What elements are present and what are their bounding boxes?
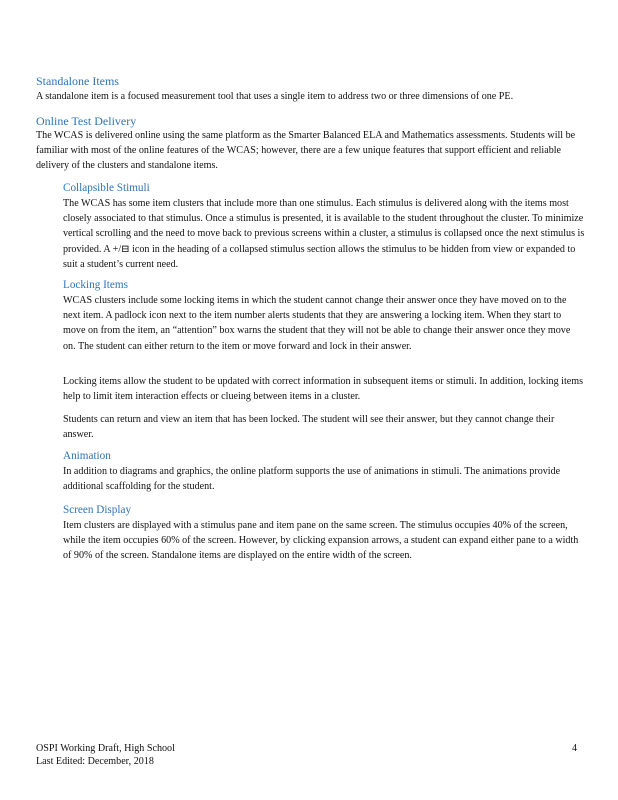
paragraph-standalone-items: A standalone item is a focused measurement tool that uses a single item to address two or three dimensions of one PE. xyxy=(36,91,514,102)
page-number: 4 xyxy=(572,743,578,754)
paragraph-online-test-delivery: The WCAS is delivered online using the same platform as the Smarter Balanced ELA and Mathematics assessments. Students will be familiar with most of the online features of the WCAS; however, there are a few unique features that support efficient and reliable delivery of the clusters and standalone items. xyxy=(36,130,576,172)
paragraph-animation: In addition to diagrams and graphics, the online platform supports the use of animations in stimuli. The animations provide additional scaffolding for the student. xyxy=(63,466,561,493)
page-footer xyxy=(36,743,175,768)
heading-online-test-delivery: Online Test Delivery xyxy=(36,114,137,128)
paragraph-screen-display: Item clusters are displayed with a stimulus pane and item pane on the same screen. The stimulus occupies 40% of the screen, while the item occupies 60% of the screen. However, by clicking expansion arrows, a student can expand either pane to a width of 90% of the screen. Standalone items are displayed on the entire width of the screen. xyxy=(63,520,579,562)
heading-screen-display: Screen Display xyxy=(63,504,132,516)
heading-locking-items: Locking Items xyxy=(63,279,128,291)
paragraph-locking-items-1: WCAS clusters include some locking items in which the student cannot change their answer once they have moved on to the next item. A padlock icon next to the item number alerts students that they are answering a locking item. When they start to move on from the item, an “attention” box warns the student that they will not be able to change their answer once they move on. The student can either return to the item or move forward and lock in their answer. xyxy=(63,295,571,352)
heading-standalone-items: Standalone Items xyxy=(36,74,119,88)
heading-animation: Animation xyxy=(63,450,111,462)
paragraph-collapsible-stimuli: The WCAS has some item clusters that include more than one stimulus. Each stimulus is delivered along with the items most closely associated to that stimulus. Once a stimulus is presented, it is available to the student throughout the cluster. To minimize vertical scrolling and the need to move back to previous screens within a cluster, a stimulus is collapsed once the next stimulus is provided. A +/⊟ icon in the heading of a collapsed stimulus section allows the stimulus to be hidden from view or expanded to suit a student’s current need. xyxy=(63,198,585,270)
paragraph-locking-items-3: Students can return and view an item that has been locked. The student will see their answer, but they cannot change their answer. xyxy=(63,414,555,441)
footer-edited-line: Last Edited: December, 2018 xyxy=(36,755,154,767)
paragraph-locking-items-2: Locking items allow the student to be updated with correct information in subsequent items or stimuli. In addition, locking items help to limit item interaction effects or clueing between items in a cluster. xyxy=(63,376,584,403)
footer-draft-line: OSPI Working Draft, High School xyxy=(36,743,175,754)
heading-collapsible-stimuli: Collapsible Stimuli xyxy=(63,182,150,194)
